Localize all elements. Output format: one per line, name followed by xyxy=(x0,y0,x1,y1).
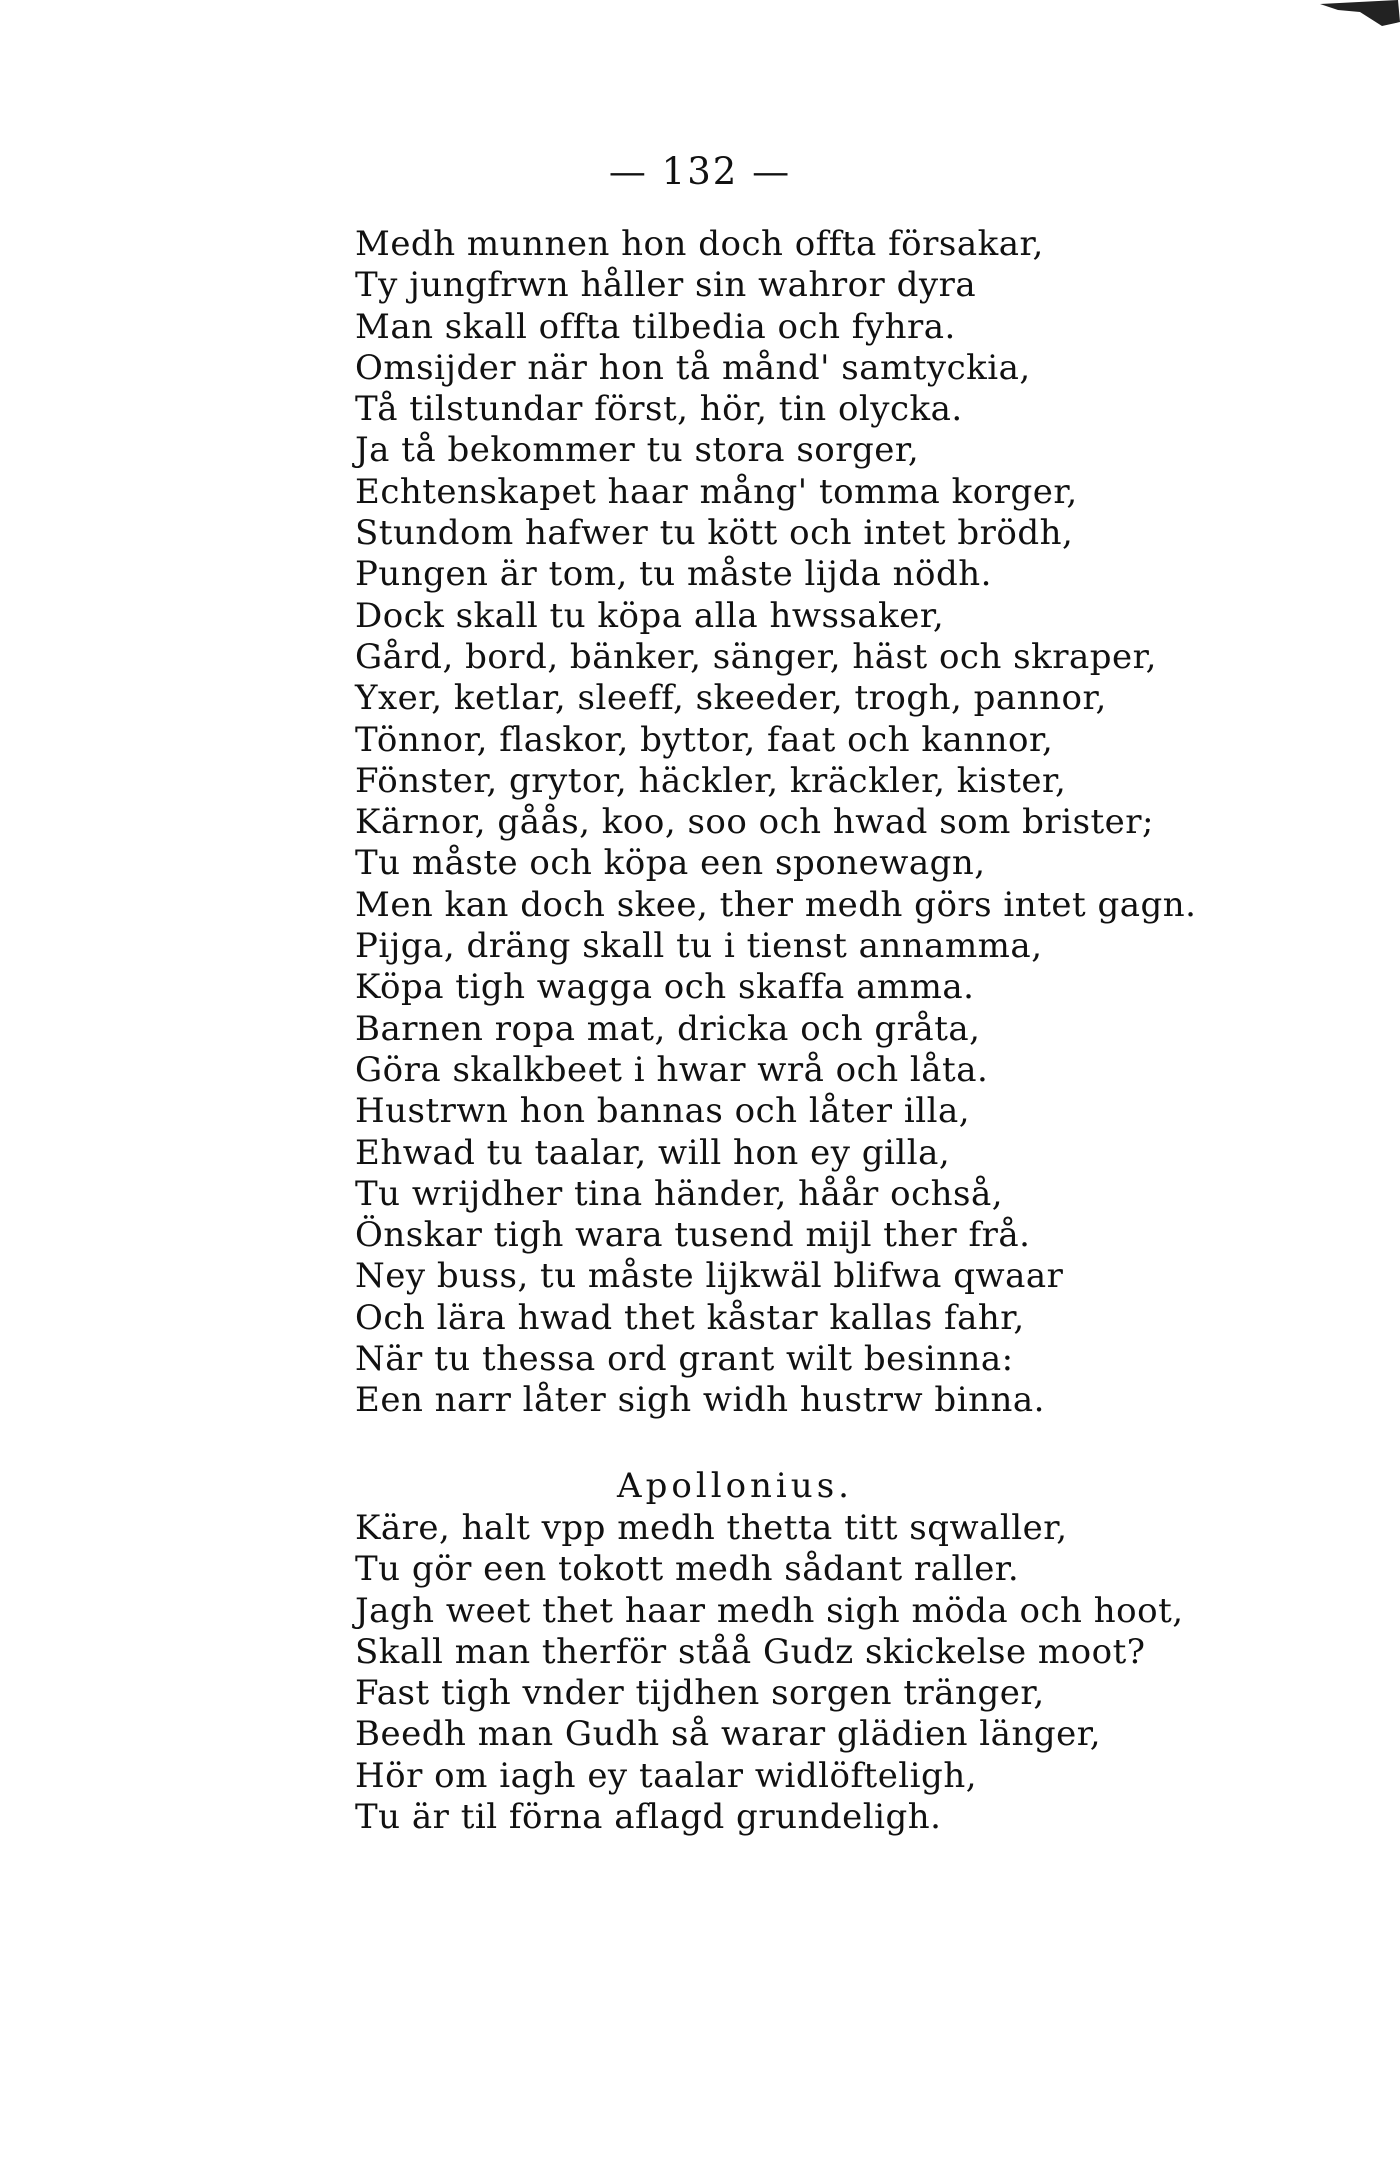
verse-stanza xyxy=(355,1508,1365,1838)
verse-line: Ja tå bekommer tu stora sorger, xyxy=(355,430,920,471)
verse-line: Göra skalkbeet i hwar wrå och låta. xyxy=(355,1049,989,1090)
verse-line: Yxer, ketlar, sleeff, skeeder, trogh, pannor, xyxy=(355,678,1107,719)
verse-line: Köpa tigh wagga och skaffa amma. xyxy=(355,967,975,1008)
verse-line: Hustrwn hon bannas och låter illa, xyxy=(355,1091,971,1132)
verse-line: Man skall offta tilbedia och fyhra. xyxy=(355,306,956,347)
verse-line: Pijga, dräng skall tu i tienst annamma, xyxy=(355,926,1043,967)
verse-line: Käre, halt vpp medh thetta titt sqwaller, xyxy=(355,1508,1068,1548)
verse-line: Medh munnen hon doch offta försakar, xyxy=(355,224,1044,264)
verse-line: Echtenskapet haar mång' tomma korger, xyxy=(355,471,1078,512)
verse-line: Tönnor, flaskor, byttor, faat och kannor, xyxy=(355,719,1054,760)
print-smudge-mark xyxy=(1290,0,1400,28)
verse-line: Beedh man Gudh så warar glädien länger, xyxy=(355,1714,1102,1755)
verse-line: Jagh weet thet haar medh sigh möda och hoot, xyxy=(355,1590,1184,1631)
verse-line: Dock skall tu köpa alla hwssaker, xyxy=(355,595,945,636)
verse-line: Ney buss, tu måste lijkwäl blifwa qwaar xyxy=(355,1256,1064,1297)
verse-line: Skall man therför ståå Gudz skickelse moot? xyxy=(355,1631,1146,1672)
verse-line: Hör om iagh ey taalar widlöfteligh, xyxy=(355,1755,978,1796)
page-number: — 132 — xyxy=(608,150,792,193)
verse-line: Tu wrijdher tina händer, håår ochså, xyxy=(355,1173,1004,1214)
verse-line: Och lära hwad thet kåstar kallas fahr, xyxy=(355,1297,1025,1338)
verse-line: Barnen ropa mat, dricka och gråta, xyxy=(355,1008,981,1049)
speaker-heading: Apollonius. xyxy=(617,1466,853,1506)
verse-line: Ty jungfrwn håller sin wahror dyra xyxy=(355,265,977,306)
verse-line: När tu thessa ord grant wilt besinna: xyxy=(355,1339,1014,1380)
verse-line: Önskar tigh wara tusend mijl ther frå. xyxy=(355,1215,1031,1256)
verse-stanza xyxy=(355,224,1365,1422)
verse-line: Omsijder när hon tå månd' samtyckia, xyxy=(355,347,1031,388)
verse-line: Gård, bord, bänker, sänger, häst och skraper, xyxy=(355,636,1157,677)
verse-line: Fast tigh vnder tijdhen sorgen tränger, xyxy=(355,1673,1045,1714)
verse-line: Een narr låter sigh widh hustrw binna. xyxy=(355,1380,1045,1421)
verse-line: Tå tilstundar först, hör, tin olycka. xyxy=(355,389,963,430)
verse-line: Men kan doch skee, ther medh görs intet gagn. xyxy=(355,884,1197,925)
verse-line: Ehwad tu taalar, will hon ey gilla, xyxy=(355,1132,951,1173)
verse-line: Tu gör een tokott medh sådant raller. xyxy=(355,1549,1020,1590)
verse-line: Tu måste och köpa een sponewagn, xyxy=(355,843,986,884)
verse-line: Kärnor, gåås, koo, soo och hwad som brister; xyxy=(355,802,1155,843)
verse-line: Fönster, grytor, häckler, kräckler, kister, xyxy=(355,760,1067,801)
verse-line: Tu är til förna aflagd grundeligh. xyxy=(355,1797,942,1838)
verse-line: Pungen är tom, tu måste lijda nödh. xyxy=(355,554,992,595)
verse-line: Stundom hafwer tu kött och intet brödh, xyxy=(355,513,1074,554)
